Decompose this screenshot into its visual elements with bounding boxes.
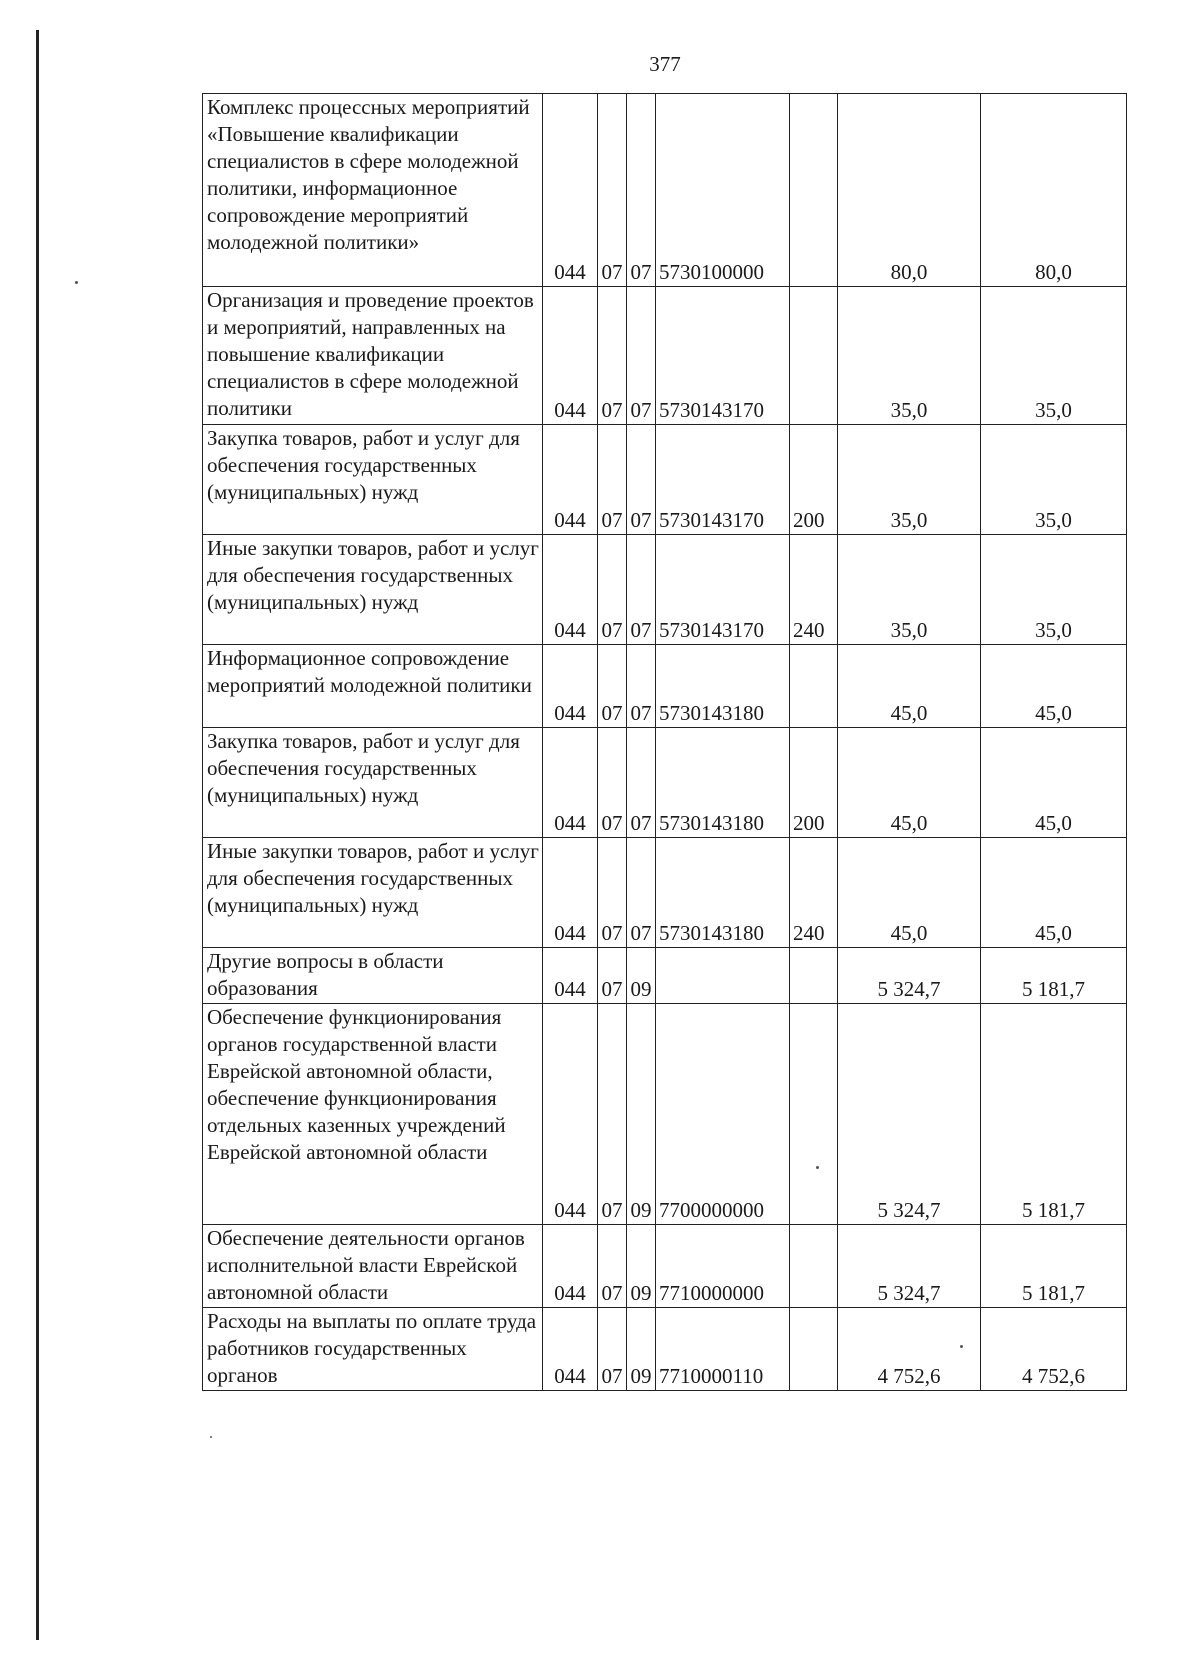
row-code: 044: [543, 838, 598, 948]
left-margin-line: [36, 30, 39, 1640]
row-code: 044: [543, 645, 598, 728]
row-target-article: 5730143170: [656, 287, 790, 425]
row-amount-2: 35,0: [981, 425, 1127, 535]
row-amount-1: 80,0: [838, 94, 981, 287]
row-code: 044: [543, 948, 598, 1004]
row-expense-type: [790, 948, 838, 1004]
row-expense-type: [790, 1225, 838, 1308]
row-section: 07: [598, 645, 627, 728]
page-number: 377: [649, 52, 681, 76]
row-name-text: Закупка товаров, работ и услуг для обеспечения государственных (муниципальных) нужд: [207, 729, 520, 807]
row-code: 044: [543, 1225, 598, 1308]
row-amount-1: 4 752,6: [838, 1308, 981, 1391]
row-subsection: 09: [627, 1308, 656, 1391]
row-name: [203, 535, 543, 645]
row-amount-1: 45,0: [838, 645, 981, 728]
row-expense-type: 200: [790, 425, 838, 535]
row-amount-2: 5 181,7: [981, 1225, 1127, 1308]
row-section: 07: [598, 1308, 627, 1391]
row-name: [203, 838, 543, 948]
row-target-article: 7700000000: [656, 1004, 790, 1225]
row-code: 044: [543, 287, 598, 425]
row-amount-2: 45,0: [981, 838, 1127, 948]
row-subsection: 07: [627, 728, 656, 838]
row-section: 07: [598, 425, 627, 535]
row-expense-type: 240: [790, 838, 838, 948]
row-section: 07: [598, 1225, 627, 1308]
row-amount-2: 5 181,7: [981, 948, 1127, 1004]
row-amount-2: 35,0: [981, 535, 1127, 645]
row-code: 044: [543, 728, 598, 838]
row-expense-type: [790, 287, 838, 425]
row-amount-1: 45,0: [838, 728, 981, 838]
row-name-text: Обеспечение функционирования органов государственной власти Еврейской автономной области, обеспечение функционирования отдельных казенных учреждений Еврейской автономной области: [207, 1005, 506, 1164]
row-target-article: 5730143180: [656, 728, 790, 838]
table-row: [203, 645, 1127, 728]
row-name-text: Другие вопросы в области образования: [207, 949, 444, 1000]
row-target-article: [656, 948, 790, 1004]
row-code: 044: [543, 425, 598, 535]
row-name: [203, 1004, 543, 1225]
row-subsection: 09: [627, 1225, 656, 1308]
row-target-article: 5730143180: [656, 645, 790, 728]
scan-speck: [960, 1345, 963, 1348]
row-target-article: 5730100000: [656, 94, 790, 287]
table-row: [203, 1308, 1127, 1391]
row-amount-2: 80,0: [981, 94, 1127, 287]
table-row: [203, 425, 1127, 535]
row-name: [203, 728, 543, 838]
row-amount-1: 5 324,7: [838, 1225, 981, 1308]
row-name-text: Комплекс процессных мероприятий «Повышение квалификации специалистов в сфере молодежной политики, информационное сопровождение мероприятий молодежной политики»: [207, 95, 530, 254]
row-name: [203, 1225, 543, 1308]
row-target-article: 5730143170: [656, 535, 790, 645]
row-section: 07: [598, 728, 627, 838]
row-subsection: 07: [627, 535, 656, 645]
row-name: [203, 948, 543, 1004]
row-target-article: 5730143170: [656, 425, 790, 535]
row-code: 044: [543, 1004, 598, 1225]
row-section: 07: [598, 287, 627, 425]
table-row: [203, 1225, 1127, 1308]
row-subsection: 07: [627, 425, 656, 535]
row-amount-2: 4 752,6: [981, 1308, 1127, 1391]
row-amount-1: 5 324,7: [838, 1004, 981, 1225]
row-target-article: 7710000000: [656, 1225, 790, 1308]
row-section: 07: [598, 1004, 627, 1225]
row-subsection: 07: [627, 94, 656, 287]
row-amount-1: 45,0: [838, 838, 981, 948]
row-amount-1: 35,0: [838, 287, 981, 425]
row-name-text: Иные закупки товаров, работ и услуг для обеспечения государственных (муниципальных) нужд: [207, 839, 539, 917]
row-name: [203, 287, 543, 425]
table-row: [203, 1004, 1127, 1225]
row-section: 07: [598, 94, 627, 287]
row-name-text: Закупка товаров, работ и услуг для обеспечения государственных (муниципальных) нужд: [207, 426, 520, 504]
row-name: [203, 425, 543, 535]
scan-speck: [210, 1436, 212, 1438]
row-expense-type: 240: [790, 535, 838, 645]
row-target-article: 7710000110: [656, 1308, 790, 1391]
row-name: [203, 1308, 543, 1391]
row-amount-1: 35,0: [838, 535, 981, 645]
row-name-text: Обеспечение деятельности органов исполнительной власти Еврейской автономной области: [207, 1226, 525, 1304]
row-amount-1: 5 324,7: [838, 948, 981, 1004]
row-name-text: Информационное сопровождение мероприятий молодежной политики: [207, 646, 532, 697]
row-subsection: 09: [627, 1004, 656, 1225]
row-name-text: Расходы на выплаты по оплате труда работников государственных органов: [207, 1309, 537, 1387]
row-amount-2: 45,0: [981, 728, 1127, 838]
row-subsection: 07: [627, 645, 656, 728]
row-section: 07: [598, 948, 627, 1004]
row-code: 044: [543, 94, 598, 287]
table-row: [203, 287, 1127, 425]
row-code: 044: [543, 535, 598, 645]
row-code: 044: [543, 1308, 598, 1391]
table-row: [203, 948, 1127, 1004]
budget-table-body: [203, 94, 1127, 1391]
row-amount-2: 45,0: [981, 645, 1127, 728]
row-section: 07: [598, 838, 627, 948]
row-amount-2: 35,0: [981, 287, 1127, 425]
table-row: [203, 838, 1127, 948]
row-name: [203, 645, 543, 728]
row-section: 07: [598, 535, 627, 645]
scan-speck: [75, 281, 78, 284]
row-amount-2: 5 181,7: [981, 1004, 1127, 1225]
row-amount-1: 35,0: [838, 425, 981, 535]
scan-speck: [816, 1166, 819, 1169]
budget-table: [202, 93, 1127, 1391]
row-name-text: Организация и проведение проектов и мероприятий, направленных на повышение квалификации специалистов в сфере молодежной политики: [207, 288, 534, 420]
row-expense-type: 200: [790, 728, 838, 838]
row-subsection: 09: [627, 948, 656, 1004]
row-expense-type: [790, 94, 838, 287]
table-row: [203, 728, 1127, 838]
row-name-text: Иные закупки товаров, работ и услуг для обеспечения государственных (муниципальных) нужд: [207, 536, 539, 614]
row-expense-type: [790, 645, 838, 728]
row-name: [203, 94, 543, 287]
row-expense-type: [790, 1004, 838, 1225]
row-expense-type: [790, 1308, 838, 1391]
row-subsection: 07: [627, 838, 656, 948]
row-target-article: 5730143180: [656, 838, 790, 948]
row-subsection: 07: [627, 287, 656, 425]
table-row: [203, 94, 1127, 287]
table-row: [203, 535, 1127, 645]
